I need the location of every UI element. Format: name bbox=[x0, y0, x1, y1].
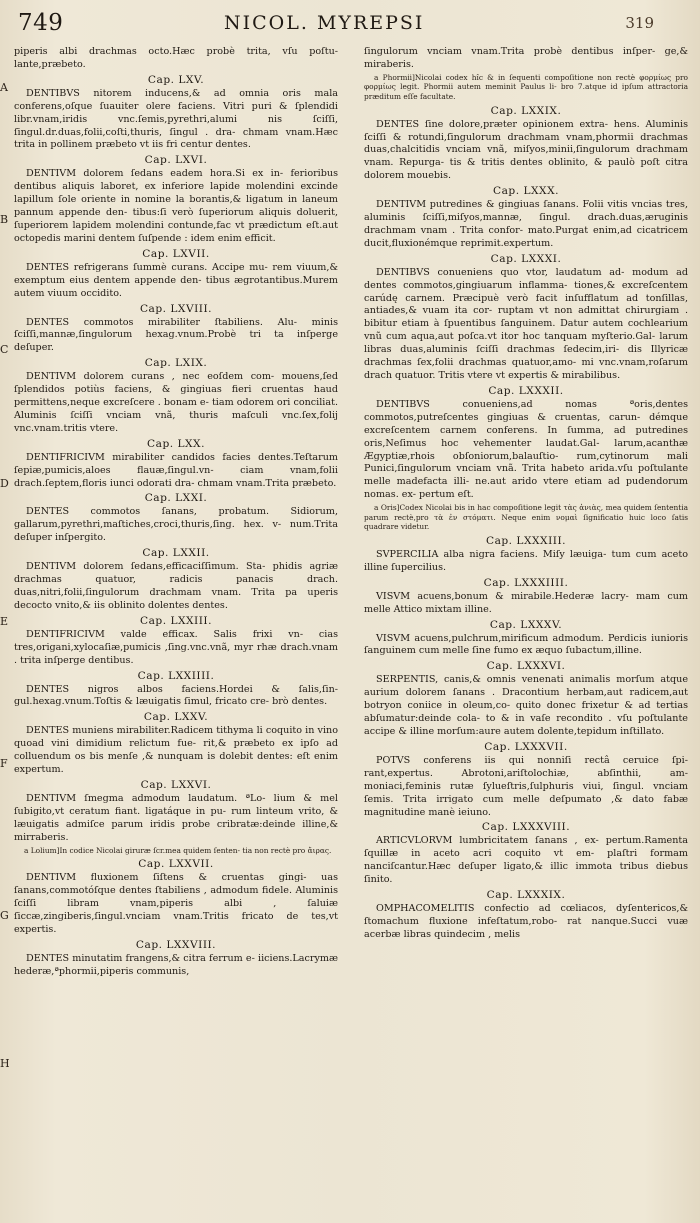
margin-letter-a: A bbox=[0, 81, 8, 94]
chapter-heading: Cap. LXXXI. bbox=[490, 252, 562, 265]
recipe-paragraph: OMPHACOMELITIS confectio ad cœliacos, dyſentericos,& ſtomachum fluxione infeſtatum,robo- rat nanque.Succi vuæ acerbæ libras quindecim , melis bbox=[364, 903, 688, 940]
text-columns bbox=[0, 46, 688, 1223]
recipe-paragraph: DENTIFRICIVM valde efficax. Salis frixi vn- cias tres,origani,xylocaſiæ,pumicis ,ſing.vnc.vnã, myr rhæ drach.vnam . trita inſperge dentibus. bbox=[14, 628, 338, 666]
recipe-paragraph: SVPERCILIA alba nigra faciens. Miſy læuiga- tum cum aceto illine ſupercilius. bbox=[364, 548, 688, 573]
chapter-heading: Cap. LXXXII. bbox=[488, 384, 564, 397]
margin-letter-f: F bbox=[0, 757, 8, 770]
chapter-heading: Cap. LXXXIX. bbox=[486, 889, 566, 902]
chapter-heading: Cap. LXXII. bbox=[142, 547, 210, 560]
recipe-paragraph: DENTES muniens mirabiliter.Radicem tithyma li coquito in vino quoad vini dimidium relictum fue- rit,& præbeto ex ipſo ad colluendum os bis menſe ,& nunquam is dolebit dentes: eſt enim expertum. bbox=[14, 725, 338, 776]
recipe-paragraph: DENTIBVS nitorem inducens,& ad omnia oris mala conferens,oſque ſuauiter olere faciens. Vitri puri & ſplendidi libr.vnam,iridis vnc.ſemis,pyrethri,alumi nis ſciſſi, ſingul.dr.duas,folii,coſti,thuris, ſingul . dra- chmam vnam.Hæc trita in pollinem præbeto vt iis fri centur dentes. bbox=[14, 87, 338, 151]
recipe-paragraph: ARTICVLORVM lumbricitatem ſanans , ex- pertum.Ramenta ſquillæ in aceto acri coquito vt em- plaſtri formam nanciſcantur.Hæc deſuper ligato,& illic immota tribus diebus ſinito. bbox=[364, 835, 688, 886]
recipe-paragraph: DENTES nigros albos faciens.Hordei & ſalis,ſin- gul.hexag.vnum.Toſtis & læuigatis ſimul, fricato cre- brò dentes. bbox=[14, 683, 338, 708]
chapter-heading: Cap. LXXVIII. bbox=[135, 938, 217, 951]
chapter-heading: Cap. LXXX. bbox=[493, 185, 559, 198]
recipe-paragraph: DENTES ſine dolore,præter opinionem extra- hens. Aluminis ſciſſi & rotundi,ſingulorum drachmam vnam,phormii drachmas duas,chalcitidis vnciam vnã, miſyos,minii,ſingulorum drachmam vnam. Repurga- tis & tritis dentes oblinito, & paulò poſt citra dolorem mouebis. bbox=[364, 118, 688, 182]
chapter-heading: Cap. LXXXIII. bbox=[485, 534, 567, 547]
margin-letter-e: E bbox=[0, 615, 9, 628]
recipe-paragraph: DENTES refrigerans ſummè curans. Accipe mu- rem viuum,& exemptum eius dentem appende den- tibus ægrotantibus.Murem autem viuum occidito. bbox=[14, 261, 338, 299]
editorial-note: a Oris]Codex Nicolai bis in hac compoſitione legit τὰς ἀνιὰς, mea quidem ſententia parum rectè,pro τὰ ἐν στόματι. Neque enim νομαὶ ſignificatio huic loco ſatis quadrare videtur. bbox=[364, 503, 688, 532]
page-header bbox=[14, 10, 688, 40]
margin-letter-h: H bbox=[0, 1057, 10, 1070]
recipe-paragraph: DENTIFRICIVM mirabiliter candidos facies dentes.Teſtarum ſepiæ,pumicis,aloes flauæ,ſingul.vn- ciam vnam,folii drach.ſeptem,floris iunci odorati dra- chmam vnam.Trita præbeto. bbox=[14, 451, 338, 489]
chapter-heading: Cap. LXXIII. bbox=[140, 614, 212, 627]
editorial-note: a Lolium]In codice Nicolai giruræ ſcr.mea quidem ſenten- tia non rectè pro ἄιρας. bbox=[24, 845, 332, 855]
chapter-heading: Cap. LXXXVII. bbox=[484, 740, 568, 753]
recipe-paragraph: piperis albi drachmas octo.Hæc probè trita, vſu poſtu- lante,præbeto. bbox=[14, 46, 338, 70]
recipe-paragraph: DENTIVM dolorem ſedans,efficaciſſimum. Sta- phidis agriæ drachmas quatuor, radicis panacis drach. duas,nitri,folii,ſingulorum drachmam vnam. Trita pa uperis decocto vnito,& iis oblinito dolentes dentes. bbox=[14, 561, 338, 611]
chapter-heading: Cap. LXXI. bbox=[144, 492, 208, 505]
recipe-paragraph: DENTES commotos mirabiliter ſtabiliens. Alu- minis ſciſſi,mannæ,ſingulorum hexag.vnum.Probè tri ta inſperge deſuper. bbox=[14, 316, 338, 354]
margin-letter-g: G bbox=[0, 909, 9, 922]
chapter-heading: Cap. LXXV. bbox=[143, 711, 209, 724]
chapter-heading: Cap. LXXXV. bbox=[489, 618, 563, 631]
recipe-paragraph: DENTES commotos ſanans, probatum. Sidiorum, gallarum,pyrethri,maſtiches,croci,thuris,ſing. hex. v- num.Trita deſuper inſpergito. bbox=[14, 506, 338, 544]
margin-letter-b: B bbox=[0, 213, 9, 226]
recipe-paragraph: DENTIBVS conueniens,ad nomas ªoris,dentes commotos,putreſcentes gingiuas & cruentas, carun- démque excreſcentem carnem conferens. In ſumma, ad putredines oris,Neſimus hoc vehementer laudat.Gal- larum,acanthæ Ægyptiæ,rhois obſoniorum,balauſtio- rum,cytinorum mali Punici,ſingulorum vnciam vnã. Trita habeto arida.vſu poſtulante melle madefacta illi- ne.aut arido vtere etiam ad pudendorum nomas. ex- pertum eſt. bbox=[364, 398, 688, 501]
recipe-paragraph: VISVM acuens,bonum & mirabile.Hederæ lacry- mam cum melle Attico mixtam illine. bbox=[364, 590, 688, 615]
chapter-heading: Cap. LXVI. bbox=[144, 154, 208, 167]
editorial-note: a Phormii]Nicolai codex hîc & in ſequenti compoſitione non rectè φορμίως pro φορμίως legit. Phormii autem meminit Paulus li- bro 7.atque id ipſum attractoria præditum eſſe facultate. bbox=[364, 72, 688, 101]
recipe-paragraph: DENTIVM fluxionem ſiſtens & cruentas gingi- uas ſanans,commotóſque dentes ſtabiliens , admodum fidele. Aluminis ſciſſi libram vnam,piperis albi , ſaluiæ ſiccæ,zingiberis,ſingul.vnciam vnam.Tritis fricato de tes,vt expertis. bbox=[14, 872, 338, 935]
recipe-paragraph: ſingulorum vnciam vnam.Trita probè dentibus inſper- ge,& miraberis. bbox=[364, 46, 688, 70]
chapter-heading: Cap. LXXVII. bbox=[138, 858, 214, 871]
chapter-heading: Cap. LXIX. bbox=[144, 357, 208, 370]
left-column bbox=[0, 46, 342, 1223]
chapter-heading: Cap. LXVII. bbox=[142, 247, 210, 260]
recipe-paragraph: DENTIVM putredines & gingiuas ſanans. Folii vitis vncias tres, aluminis ſciſſi,miſyos,mannæ, ſingul. drach.duas,æruginis drachmam vnam . Trita confor- mato.Purgat enim,ad cicatricem ducit,fluxionémque reprimit.expertum. bbox=[364, 199, 688, 249]
chapter-heading: Cap. LXXXVI. bbox=[486, 660, 566, 673]
chapter-heading: Cap. LXXXIIII. bbox=[483, 576, 569, 589]
chapter-heading: Cap. LXXIIII. bbox=[137, 669, 215, 682]
margin-letter-c: C bbox=[0, 343, 9, 356]
chapter-heading: Cap. LXV. bbox=[147, 73, 205, 86]
right-column bbox=[360, 46, 688, 1223]
recipe-paragraph: DENTIVM dolorem ſedans eadem hora.Si ex in- ferioribus dentibus aliquis laboret, ex inferiore lapide molendini excinde lapillum ſole oriente in nomine la borantis,& ligatum in laneum pannum appende den- tibus:ſi verò ſuperiorum aliquis doluerit, ſuperiorem lapidem molendini contunde,fac vt prædictum eſt.aut octopedis marini dentem ſuſpende : idem enim efficit. bbox=[14, 168, 338, 244]
chapter-heading: Cap. LXXIX. bbox=[490, 104, 562, 117]
margin-letter-d: D bbox=[0, 477, 9, 490]
recipe-paragraph: DENTIBVS conueniens quo vtor, laudatum ad- modum ad dentes commotos,gingiuarum inflamma- tiones,& excreſcentem carúdę carnem. Præcipuè verò facit inſufflatum ad tonſillas, antiades,& vuam ita cor- ruptam vt non admittat chirurgiam . bibitur etiam à ſpuentibus ſanguinem. Datur autem cochlearium vnũ cum aqua,aut poſca.vt itor hoc tanquam myſterio.Gal- larum libras duas,aluminis ſciſſi drachmas ſedecim,iri- dis Illyricæ drachmas ſex,folii drachmas quatuor,amo- mi vnc.vnam,roſarum drach quatuor. Tritis vtere vt expertis & mirabilibus. bbox=[364, 266, 688, 381]
recipe-paragraph: POTVS conferens iis qui nonniſi rectâ ceruice ſpi- rant,expertus. Abrotoni,ariſtolochiæ, abſinthii, am- moniaci,feminis rutæ ſylueſtris,ſulphuris viui, ſingul. vnciam ſemis. Trita irrigato cum melle deſpumato ,& dato fabæ magnitudine manè ieiuno. bbox=[364, 754, 688, 818]
chapter-heading: Cap. LXXXVIII. bbox=[481, 821, 571, 834]
chapter-heading: Cap. LXX. bbox=[147, 437, 205, 450]
page-number: 749 bbox=[18, 10, 64, 36]
running-head: NICOL. MYREPSI bbox=[224, 12, 425, 34]
recipe-paragraph: VISVM acuens,pulchrum,mirificum admodum. Perdicis iunioris ſanguinem cum melle ſine fumo ex æquo ſubactum,illine. bbox=[364, 632, 688, 657]
chapter-heading: Cap. LXVIII. bbox=[139, 302, 213, 315]
recipe-paragraph: DENTIVM ſmegma admodum laudatum. ªLo- lium & mel ſubigito,vt ceratum fiant. ligatáque in pu- rum linteum vrito, & læuigatis admiſce parum iridis probe cribratæ:deinde illine,& mirraberis. bbox=[14, 792, 338, 843]
corner-mark: 319 bbox=[625, 14, 654, 32]
recipe-paragraph: DENTES minutatim frangens,& citra ferrum e- iiciens.Lacrymæ hederæ,ªphormii,piperis communis, bbox=[14, 952, 338, 977]
recipe-paragraph: DENTIVM dolorem curans , nec eoſdem com- mouens,ſed ſplendidos potiùs faciens, & gingiuas fieri cruentas haud permittens,neque excreſcere . bonam e- tiam odorem ori conciliat. Aluminis ſciſſi vnciam vnã, thuris maſculi vnc.ſex,folij vnc.vnam.tritis vtere. bbox=[14, 371, 338, 434]
recipe-paragraph: SERPENTIS, canis,& omnis venenati animalis morſum atque aurium dolorem ſanans . Dracontium herbam,aut radicem,aut botryon coniice in oleum,co- quito donec frixetur & ad tertias abſumatur:deinde cola- to & in vaſe recondito . vſu poſtulante accipe & illine morſum:aure autem dolente,tepidum inſtillato. bbox=[364, 674, 688, 737]
chapter-heading: Cap. LXXVI. bbox=[140, 778, 212, 791]
